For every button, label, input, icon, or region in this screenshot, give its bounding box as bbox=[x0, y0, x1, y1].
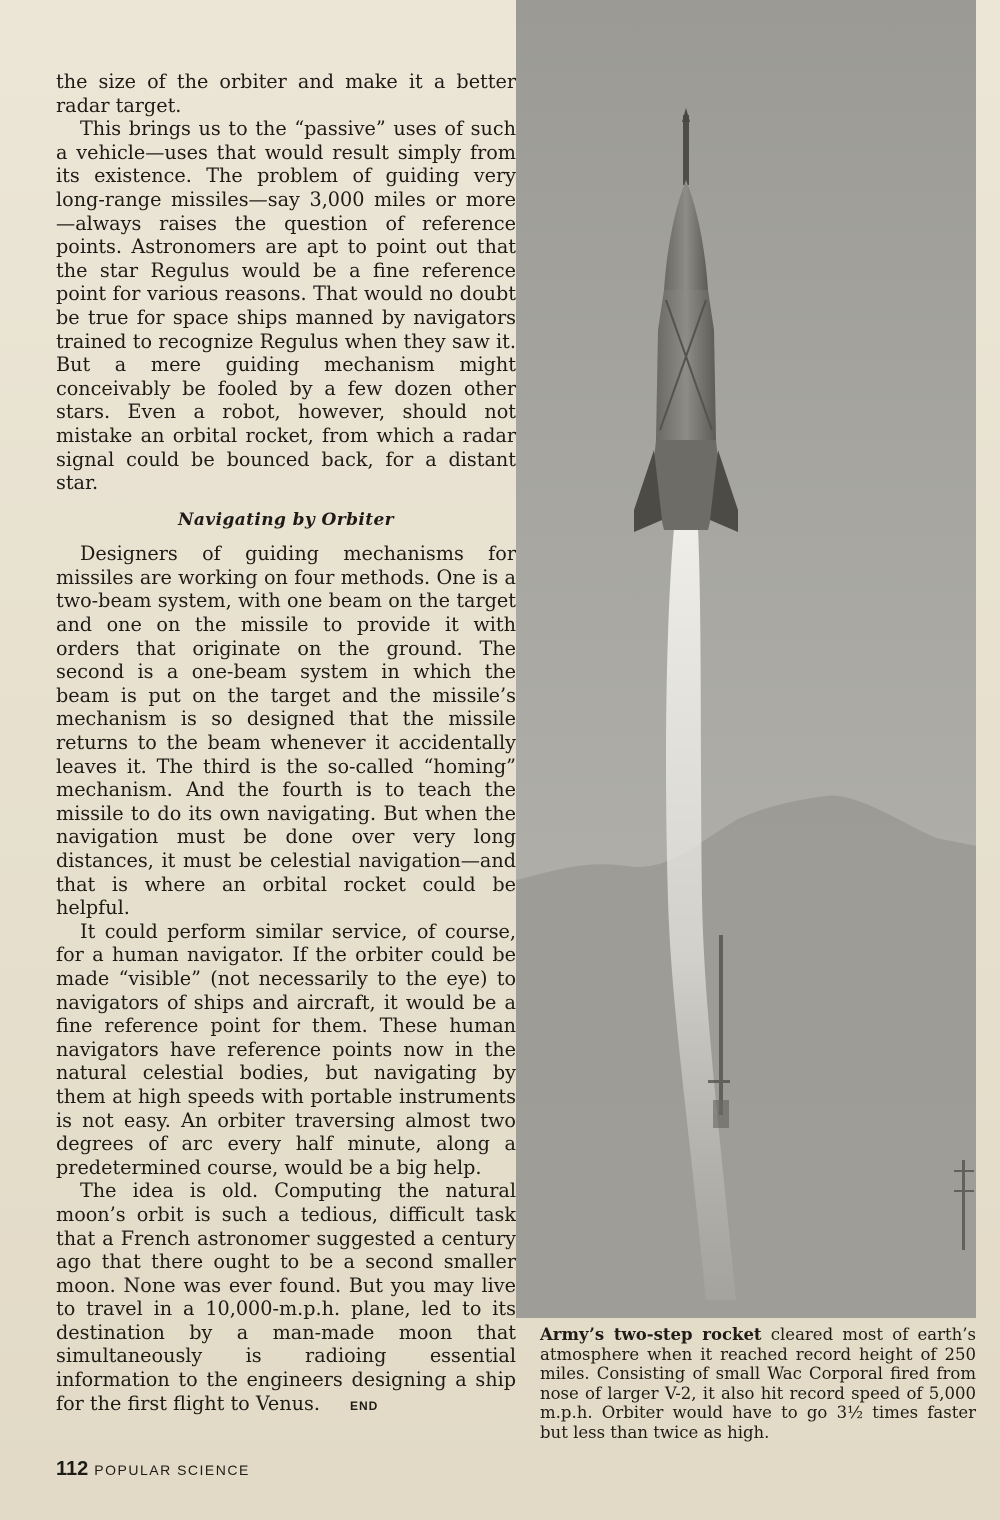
article-paragraph bbox=[56, 1179, 516, 1418]
mountain-foreground bbox=[516, 870, 976, 1318]
article-paragraph: This brings us to the “passive” uses of such a vehicle—uses that would result simply from its existence. The problem of guiding very long-range missiles—say 3,000 miles or more—always raises the question of reference points. Astronomers are apt to point out that the star Regulus would be a fine reference point for various reasons. That would no doubt be true for space ships manned by navigators trained to recognize Regulus when they saw it. But a mere guiding mechanism might conceivably be fooled by a few dozen other stars. Even a robot, however, should not mistake an orbital rocket, from which a radar signal could be bounced back, for a distant star. bbox=[56, 117, 516, 495]
article-paragraph: It could perform similar service, of course, for a human navigator. If the orbiter could be made “visible” (not necessarily to the eye) to navigators of ships and aircraft, it would be a fine reference point for them. These human navigators have reference points now in the natural celestial bodies, but navigating by them at high speeds with portable instruments is not easy. An orbiter traversing almost two degrees of arc every half minute, along a predetermined course, would be a big help. bbox=[56, 919, 516, 1179]
rocket-photo-illustration bbox=[516, 0, 976, 1318]
photo-caption bbox=[540, 1325, 976, 1442]
article-column bbox=[56, 70, 516, 1418]
caption-lead: Army’s two-step rocket bbox=[540, 1325, 762, 1344]
rocket-photo bbox=[516, 0, 976, 1318]
end-mark: END bbox=[349, 1398, 379, 1413]
article-paragraph: the size of the orbiter and make it a better radar target. bbox=[56, 70, 516, 117]
caption-text: cleared most of earth’s atmosphere when it reached record height of 250 miles. Consisting of small Wac Corporal fired from nose of larger V-2, it also hit record speed of 5,000 m.p.h. Orbiter would have to go 3½ times faster but less than twice as high. bbox=[540, 1325, 976, 1442]
page-footer bbox=[56, 1458, 250, 1481]
section-subhead: Navigating by Orbiter bbox=[177, 509, 395, 530]
article-paragraph: Designers of guiding mechanisms for missiles are working on four methods. One is a two-beam system, with one beam on the target and one on the missile to provide it with orders that originate on the ground. The second is a one-beam system in which the beam is put on the target and the missile’s mechanism is so designed that the missile returns to the beam whenever it accidentally leaves it. The third is the so-called “homing” mechanism. And the fourth is to teach the missile to do its own navigating. But when the navigation must be done over very long distances, it must be celestial navigation—and that is where an orbital rocket could be helpful. bbox=[56, 542, 516, 920]
article-paragraph-text: The idea is old. Computing the natural moon’s orbit is such a tedious, difficult task that a French astronomer suggested a century ago that there ought to be a second smaller moon. None was ever found. But you may live to travel in a 10,000-m.p.h. plane, led to its destination by a man-made moon that simultaneously is radioing essential information to the engineers designing a ship for the first flight to Venus. bbox=[56, 1179, 516, 1415]
page-number: 112 bbox=[56, 1458, 89, 1480]
magazine-name: POPULAR SCIENCE bbox=[94, 1462, 250, 1478]
v2-rocket bbox=[634, 108, 738, 532]
